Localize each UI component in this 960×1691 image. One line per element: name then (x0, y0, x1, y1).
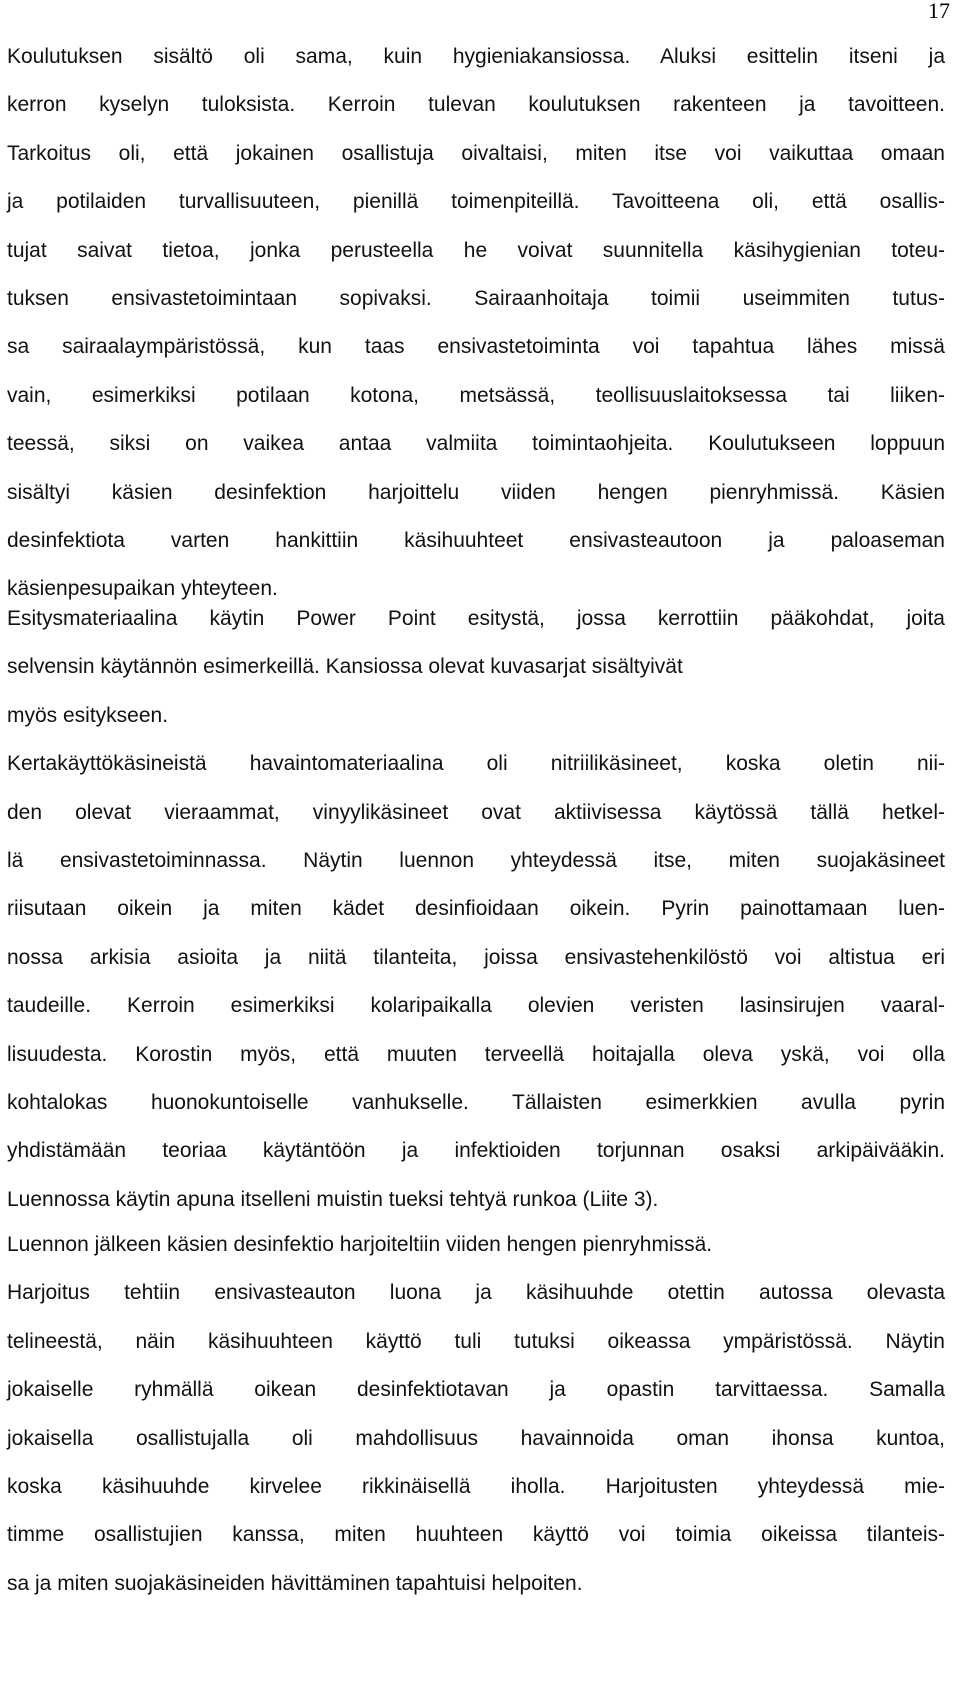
paragraph-training-content (7, 33, 945, 614)
text-line: sa sairaalaympäristössä, kun taas ensivastetoiminta voi tapahtua lähes missä (7, 335, 945, 359)
text-line: den olevat vieraammat, vinyylikäsineet ovat aktiivisessa käytössä tällä hetkel- (7, 800, 945, 824)
text-line: Luennossa käytin apuna itselleni muistin tueksi tehtyä runkoa (Liite 3). (7, 1187, 659, 1211)
text-line: vain, esimerkiksi potilaan kotona, metsässä, teollisuuslaitoksessa tai liiken- (7, 383, 945, 407)
text-line: käsienpesupaikan yhteyteen. (7, 577, 278, 601)
text-line: teessä, siksi on vaikea antaa valmiita toimintaohjeita. Koulutukseen loppuun (7, 432, 945, 456)
text-line: yhdistämään teoriaa käytäntöön ja infektioiden torjunnan osaksi arkipäivääkin. (7, 1139, 945, 1163)
text-line: Esitysmateriaalina käytin Power Point esitystä, jossa kerrottiin pääkohdat, joita (7, 607, 945, 630)
text-line: Koulutuksen sisältö oli sama, kuin hygieniakansiossa. Aluksi esittelin itseni ja (7, 45, 945, 68)
text-line: tujat saivat tietoa, jonka perusteella he voivat suunnitella käsihygienian toteu- (7, 238, 945, 262)
text-line: Tarkoitus oli, että jokainen osallistuja oivaltaisi, miten itse voi vaikuttaa omaan (7, 141, 945, 165)
text-line: desinfektiota varten hankittiin käsihuuhteet ensivasteautoon ja paloaseman (7, 528, 945, 552)
text-line: taudeille. Kerroin esimerkiksi kolaripaikalla olevien veristen lasinsirujen vaaral- (7, 994, 945, 1018)
text-line: riisutaan oikein ja miten kädet desinfioidaan oikein. Pyrin painottamaan luen- (7, 897, 945, 921)
text-line: tuksen ensivastetoimintaan sopivaksi. Sairaanhoitaja toimii useimmiten tutus- (7, 286, 945, 310)
text-line: nossa arkisia asioita ja niitä tilanteita, joissa ensivastehenkilöstö voi altistua eri (7, 945, 945, 969)
text-line: lä ensivastetoiminnassa. Näytin luennon yhteydessä itse, miten suojakäsineet (7, 848, 945, 872)
text-line: sa ja miten suojakäsineiden hävittäminen tapahtuisi helpoiten. (7, 1571, 583, 1595)
text-line: myös esitykseen. (7, 703, 169, 727)
text-line: Luennon jälkeen käsien desinfektio harjoiteltiin viiden hengen pienryhmissä. (7, 1233, 713, 1256)
text-line: telineestä, näin käsihuuhteen käyttö tuli tutuksi oikeassa ympäristössä. Näytin (7, 1329, 945, 1353)
text-line: ja potilaiden turvallisuuteen, pienillä toimenpiteillä. Tavoitteena oli, että osallis- (7, 190, 945, 214)
text-line: kerron kyselyn tuloksista. Kerroin tulevan koulutuksen rakenteen ja tavoitteen. (7, 93, 945, 117)
text-line: timme osallistujien kanssa, miten huuhteen käyttö voi toimia oikeissa tilanteis- (7, 1523, 945, 1547)
text-line: jokaiselle ryhmällä oikean desinfektiotavan ja opastin tarvittaessa. Samalla (7, 1378, 945, 1402)
text-line: jokaisella osallistujalla oli mahdollisuus havainnoida oman ihonsa kuntoa, (7, 1426, 945, 1450)
paragraph-hand-disinfection-practice (7, 1221, 945, 1608)
text-line: kohtalokas huonokuntoiselle vanhukselle. Tällaisten esimerkkien avulla pyrin (7, 1090, 945, 1114)
paragraph-presentation-material (7, 595, 945, 1224)
text-line: Kertakäyttökäsineistä havaintomateriaalina oli nitriilikäsineet, koska oletin nii- (7, 752, 945, 776)
text-line: lisuudesta. Korostin myös, että muuten terveellä hoitajalla oleva yskä, voi olla (7, 1042, 945, 1066)
text-line: Harjoitus tehtiin ensivasteauton luona ja käsihuuhde otettin autossa olevasta (7, 1281, 945, 1305)
text-line: koska käsihuuhde kirvelee rikkinäisellä iholla. Harjoitusten yhteydessä mie- (7, 1474, 945, 1498)
page-number: 17 (928, 0, 950, 23)
text-line: selvensin käytännön esimerkeillä. Kansiossa olevat kuvasarjat sisältyivät (7, 655, 683, 679)
text-line: sisältyi käsien desinfektion harjoittelu viiden hengen pienryhmissä. Käsien (7, 480, 945, 504)
